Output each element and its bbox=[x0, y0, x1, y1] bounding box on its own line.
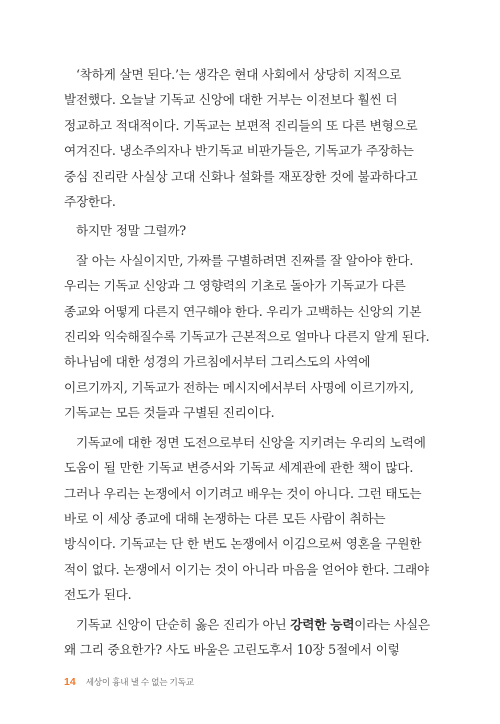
page-footer bbox=[64, 676, 194, 688]
paragraph-4: 기독교에 대한 정면 도전으로부터 신앙을 지키려는 우리의 노력에 도움이 될 만한 기독교 변증서와 기독교 세계관에 관한 책이 많다. 그러나 우리는 논쟁에서 이기려고 배우는 것이 아니다. 그런 태도는 바로 이 세상 종교에 대해 논쟁하는 다른 모든 사람이 취하는 방식이다. 기독교는 단 한 번도 논쟁에서 이김으로써 영혼을 구원한 적이 없다. 논쟁에서 이기는 것이 아니라 마음을 얻어야 한다. 그래야 전도가 된다. bbox=[64, 434, 429, 603]
paragraph-1: ‘착하게 살면 된다.’는 생각은 현대 사회에서 상당히 지적으로 발전했다. 오늘날 기독교 신앙에 대한 거부는 이전보다 훨씬 더 정교하고 적대적이다. 기독교는 보편적 진리들의 또 다른 변형으로 여겨진다. 냉소주의자나 반기독교 비판가들은, 기독교가 주장하는 중심 진리란 사실상 고대 신화나 설화를 재포장한 것에 불과하다고 주장한다. bbox=[64, 67, 418, 210]
paragraph-3: 잘 아는 사실이지만, 가짜를 구별하려면 진짜를 잘 알아야 한다. 우리는 기독교 신앙과 그 영향력의 기초로 돌아가 기독교가 다른 종교와 어떻게 다른지 연구해야 한다. 우리가 고백하는 신앙의 기본 진리와 익숙해질수록 기독교가 근본적으로 얼마나 다른지 알게 된다. 하나님에 대한 성경의 가르침에서부터 그리스도의 사역에 이르기까지, 기독교가 전하는 메시지에서부터 사명에 이르기까지, 기독교는 모든 것들과 구별된 진리이다. bbox=[64, 252, 430, 421]
paragraph-5 bbox=[64, 612, 432, 663]
paragraph-5-before: 기독교 신앙이 단순히 옳은 진리가 아닌 bbox=[76, 616, 291, 632]
paragraph-5-after: 이라는 사실은 왜 그리 중요한가? 사도 바울은 고린도후서 10장 5절에서 이렇 bbox=[64, 616, 430, 657]
running-title: 세상이 흉내 낼 수 없는 기독교 bbox=[85, 677, 194, 687]
body-text bbox=[64, 62, 432, 662]
page-number: 14 bbox=[64, 676, 76, 688]
emphasis-text: 강력한 능력 bbox=[290, 616, 355, 632]
paragraph-2: 하지만 정말 그럴까? bbox=[76, 223, 186, 239]
